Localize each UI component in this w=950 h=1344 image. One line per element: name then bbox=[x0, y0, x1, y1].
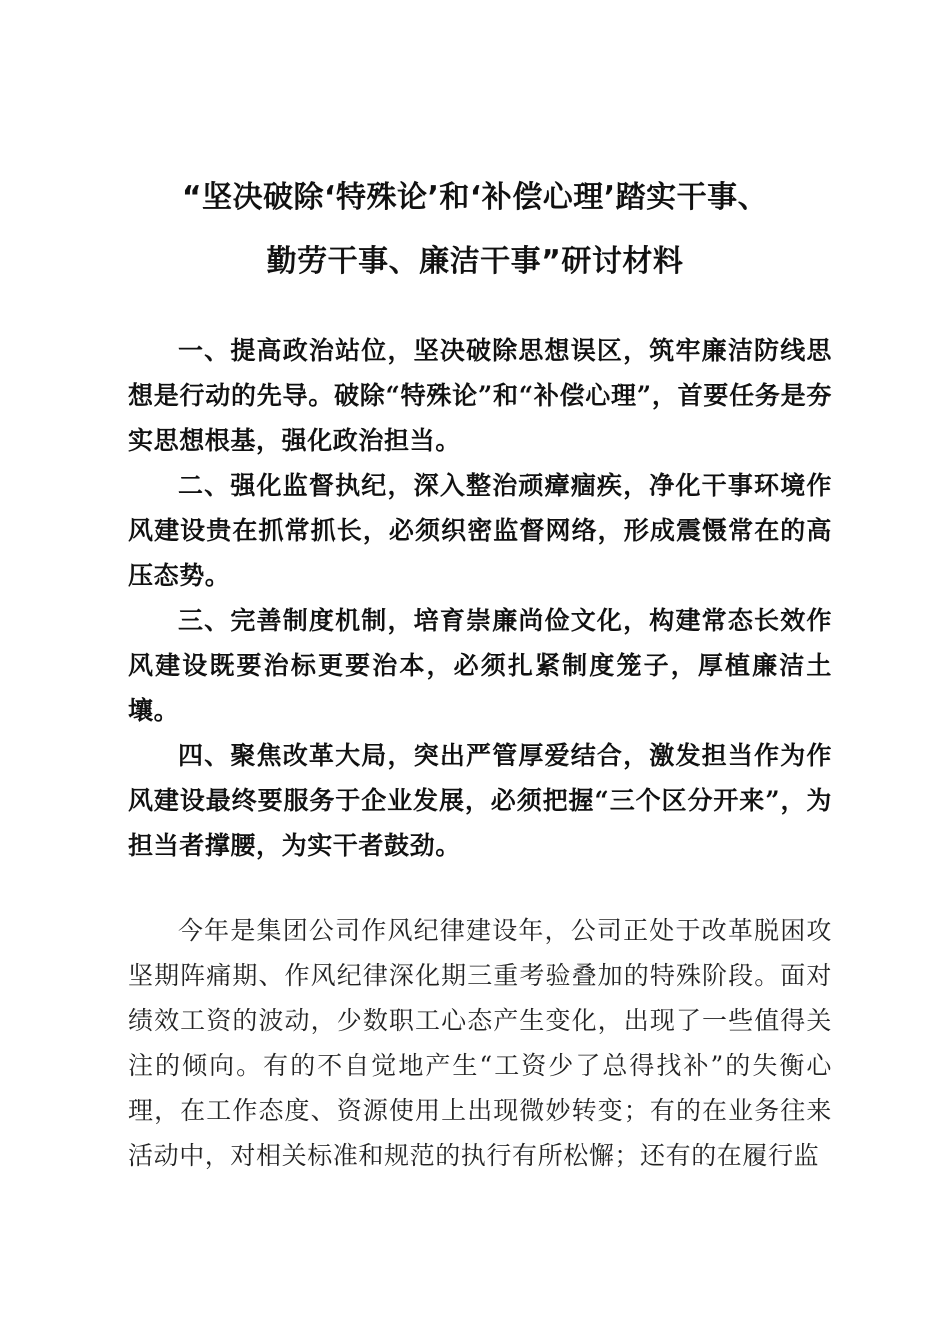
title-line-2: 勤劳干事、廉洁干事”研讨材料 bbox=[266, 244, 684, 279]
point-paragraph-1: 一、提高政治站位，坚决破除思想误区，筑牢廉洁防线思想是行动的先导。破除“特殊论”和“补偿心理”，首要任务是夯实思想根基，强化政治担当。 bbox=[128, 336, 832, 455]
point-paragraph-2: 二、强化监督执纪，深入整治顽瘴痼疾，净化干事环境作风建设贵在抓常抓长，必须织密监督网络，形成震慑常在的高压态势。 bbox=[128, 471, 832, 590]
point-paragraph-4: 四、聚焦改革大局，突出严管厚爱结合，激发担当作为作风建设最终要服务于企业发展，必须把握“三个区分开来”，为担当者撑腰，为实干者鼓劲。 bbox=[128, 741, 832, 860]
intro-paragraph: 今年是集团公司作风纪律建设年，公司正处于改革脱困攻坚期阵痛期、作风纪律深化期三重考验叠加的特殊阶段。面对绩效工资的波动，少数职工心态产生变化，出现了一些值得关注的倾向。有的不自觉地产生“工资少了总得找补”的失衡心理，在工作态度、资源使用上出现微妙转变；有的在业务往来活动中，对相关标准和规范的执行有所松懈；还有的在履行监 bbox=[128, 916, 832, 1170]
point-paragraph-3: 三、完善制度机制，培育崇廉尚俭文化，构建常态长效作风建设既要治标更要治本，必须扎紧制度笼子，厚植廉洁土壤。 bbox=[128, 606, 832, 725]
intro-section bbox=[128, 908, 832, 1178]
title-line-1: “坚决破除‘特殊论’和‘补偿心理’踏实干事、 bbox=[181, 180, 769, 215]
document-title bbox=[100, 166, 850, 294]
key-points bbox=[128, 328, 832, 868]
